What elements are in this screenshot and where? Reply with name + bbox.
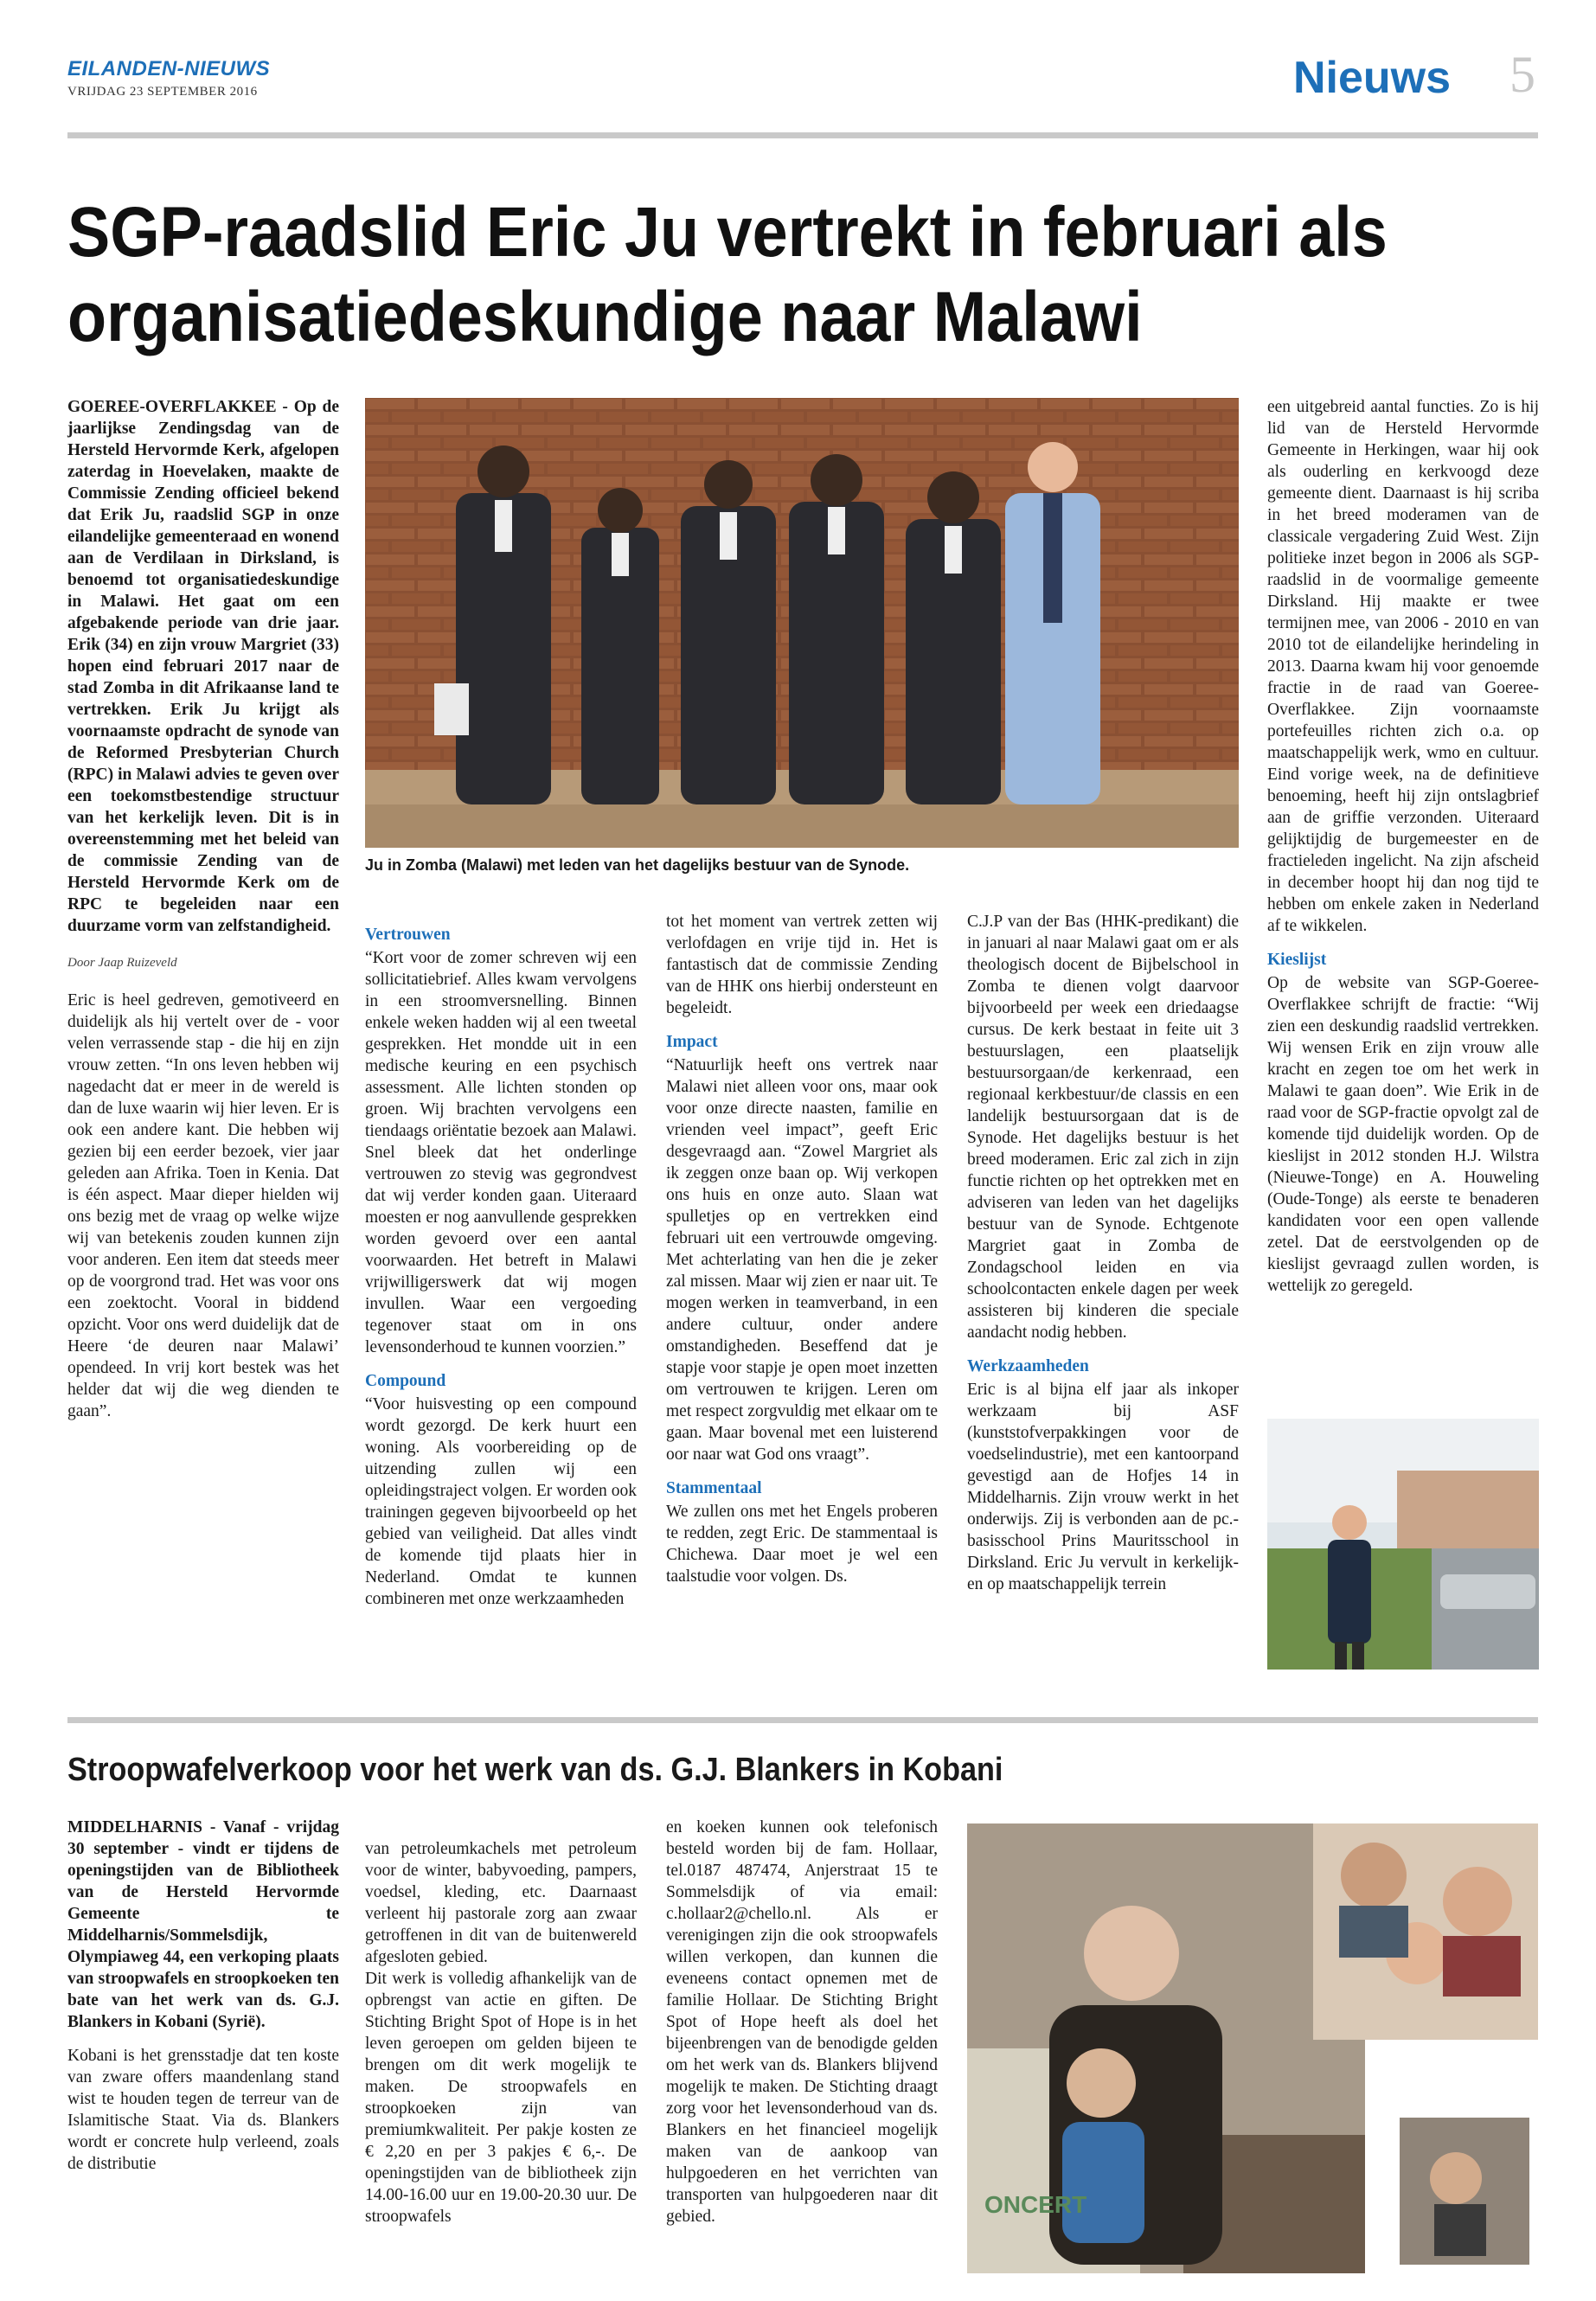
article-column-5 [1267,396,1539,1309]
article-body: We zullen ons met het Engels proberen te redden, zegt Eric. De stammentaal is Chichewa. Daar moet je wel een taalstudie voor volgen. Ds. [666,1503,938,1586]
article-body: “Natuurlijk heeft ons vertrek naar Malawi niet alleen voor ons, maar ook voor onze directe naasten, familie en vrienden veel impact”, geeft Eric desgevraagd aan. “Zowel Margriet als ik zeggen onze baan op. Wij verkopen ons huis en onze auto. Slaan wat spulletjes op en vertrekken eind februari uit een vertrouwde omgeving. Met achterlating van hen die je zeker zal missen. Maar wij zien er naar uit. Te mogen werken in teamverband, in een andere cultuur, onder andere omstandigheden. Beseffend dat je stapje voor stapje je open moet inzetten om vertrouwen te krijgen. Leren om met respect zorgvuldig met elkaar om te gaan. Maar bovenal met een luisterend oor naar wat God ons vraagt”. [666,1056,938,1464]
subheading-werkzaamheden: Werkzaamheden [967,1357,1089,1375]
article2-body: Kobani is het grensstadje dat ten koste van zware offers maandenlang stand wist te houden tegen de terreur van de Islamitische Staat. Via ds. Blankers wordt er concrete hulp verleend, zoals de distributie [67,2047,339,2173]
publication-date: VRIJDAG 23 SEPTEMBER 2016 [67,85,258,99]
article-body: Eric is al bijna elf jaar als inkoper werkzaam bij ASF (kunststofverpakkingen voor de voedselindustrie), met een kantoorpand gevestigd aan de Hofjes 14 in Middelharnis. Zijn vrouw werkt in het onderwijs. Zij is verbonden aan de pc.-basisschool Prins Mauritsschool in Dirksland. Eric Ju vervult in kerkelijk- en op maatschappelijk terrein [967,1381,1239,1593]
article-column-3 [666,911,938,1599]
article-body: een uitgebreid aantal functies. Zo is hij lid van de Hersteld Hervormde Gemeente in Herkingen, waar hij ook als ouderling en kerkvoogd deze gemeente dient. Daarnaast is hij scriba in het breed moderamen van de classicale vergadering Zuid West. Zijn politieke inzet begon in 2006 als SGP-raadslid in de voormalige gemeente Dirksland. Hij maakte er twee termijnen mee, van 2006 - 2010 en van 2010 tot de eilandelijke herindeling in 2013. Daarna kwam hij voor genoemde fractie in de raad van Goeree-Overflakkee. Zijn voornaamste portefeuilles richten zich o.a. op maatschappelijk werk, wmo en cultuur. Eind vorige week, na de definitieve benoeming, heeft hij zijn ontslagbrief aan de griffie verzonden. Uiteraard gelijktijdig de burgemeester en de fractieleden ingelicht. Na zijn afscheid in december hoopt hij dan nog tijd te hebben om enkele zaken in Nederland af te wikkelen. [1267,398,1539,935]
subheading-vertrouwen: Vertrouwen [365,926,451,944]
article-headline: SGP-raadslid Eric Ju vertrekt in februari als organisatiedeskundige naar Malawi [67,193,1388,356]
article-separator [67,1717,1538,1723]
article-column-2 [365,924,637,1622]
article2-lead: MIDDELHARNIS - Vanaf - vrijdag 30 september - vindt er tijdens de openingstijden van de Bibliotheek van de Hersteld Hervormde Gemeente te Middelharnis/Sommelsdijk, Olympiaweg 44, een verkoping plaats van stroopwafels en stroopkoeken ten bate van het werk van ds. G.J. Blankers in Kobani (Syrië). [67,1818,339,2031]
article2-headline: Stroopwafelverkoop voor het werk van ds. G.J. Blankers in Kobani [67,1752,1003,1788]
main-photo [365,398,1239,848]
photo-caption: Ju in Zomba (Malawi) met leden van het dagelijks bestuur van de Synode. [365,856,910,874]
article-column-1 [67,396,339,1434]
article2-body: en koeken kunnen ook telefonisch besteld worden bij de fam. Hollaar, tel.0187 487474, Anjerstraat 15 te Sommelsdijk of via email: c.hollaar2@chello.nl. Als er verenigingen zijn die ook stroopwafels willen verkopen, dan kunnen die eveneens contact opnemen met de familie Hollaar. De Stichting Bright Spot of Hope heeft als doel het bijeenbrengen van de benodigde gelden om het werk van ds. Blankers blijvend mogelijk te maken. De Stichting draagt zorg voor het levensonderhoud van ds. Blankers en het financieel mogelijk maken van de aankoop van hulpgoederen en het verrichten van transporten van hulpgoederen naar dit gebied. [666,1818,938,2226]
masthead-logo: EILANDEN-NIEUWS [67,57,271,80]
header-rule [67,132,1538,138]
article-body: “Kort voor de zomer schreven wij een sollicitatiebrief. Alles kwam vervolgens in een stroomversnelling. Binnen enkele weken hadden wij al een tweetal gesprekken. Het mondde uit in een medische keuring en een psychisch assessment. Alle lichten stonden op groen. Wij brachten vervolgens een tiendaags oriëntatie bezoek aan Malawi. Snel bleek dat het onderlinge vertrouwen zo stevig was gegrondvest dat wij verder konden gaan. Uiteraard moesten er nog aanvullende gesprekken worden gevoerd over een aantal voorwaarden. Het betreft in Malawi vrijwilligerswerk dat wij mogen invullen. Waar een vergoeding tegenover staat om in ons levensonderhoud te kunnen voorzien.” [365,949,637,1356]
subheading-kieslijst: Kieslijst [1267,951,1327,969]
article-body: C.J.P van der Bas (HHK-predikant) die in januari al naar Malawi gaat om er als theologisch docent de Bijbelschool in Zomba te dienen volgt daarvoor bijvoorbeeld per week een driedaagse cursus. De kerk bestaat in feite uit 3 bestuurslagen, een plaatselijk bestuursorgaan/de kerkenraad, een regionaal kerkbestuur/de classis en een landelijk bestuursorgaan dat is de Synode. Het dagelijks bestuur is het breed moderamen. Eric zal zich in zijn functie richten op het optrekken met en adviseren van leden van het dagelijks bestuur van de Synode. Echtgenote Margriet gaat in Zomba de Zondagschool leiden en via schoolcontacten enkele dagen per week assisteren bij kinderen die speciale aandacht nodig hebben. [967,913,1239,1342]
article-body: “Voor huisvesting op een compound wordt gezorgd. De kerk huurt een woning. Als voorbereiding op de uitzending zullen wij een opleidingstraject volgen. Er worden ook trainingen gegeven bijvoorbeeld op het gebied van veiligheid. Dat alles vindt de komende tijd plaats hier in Nederland. Omdat te kunnen combineren met onze werkzaamheden [365,1395,637,1608]
subheading-compound: Compound [365,1372,446,1390]
subheading-stammentaal: Stammentaal [666,1479,762,1497]
article-body: tot het moment van vertrek zetten wij verlofdagen en vrije tijd in. Het is fantastisch dat de commissie Zending van de HHK ons hierbij ondersteunt en begeleidt. [666,913,938,1017]
subheading-impact: Impact [666,1033,718,1051]
sign-text: ONCERT [984,2191,1087,2218]
page-number: 5 [1509,46,1535,103]
article2-column-2 [365,1817,637,2261]
kobani-photo [967,1823,1538,2273]
article-body: Op de website van SGP-Goeree-Overflakkee schrijft de fractie: “Wij zien een deskundig raadslid vertrekken. Wij wensen Erik en zijn vrouw alle kracht en zegen toe om het werk in Malawi te gaan doen”. Wie Erik in de raad voor de SGP-fractie opvolgt zal de komende tijd duidelijk worden. Op de kieslijst in 2012 stonden H.J. Wilstra (Nieuwe-Tonge) en A. Houweling (Oude-Tonge) als eerste te benaderen kandidaten voor een open vallende zetel. Dat de eerstvolgenden op de kieslijst gevraagd zullen worden, is wettelijk zo geregeld. [1267,974,1539,1295]
portrait-photo [1267,1419,1539,1670]
article2-body: van petroleumkachels met petroleum voor de winter, babyvoeding, pampers, voedsel, kleding, etc. Daarnaast verleent hij pastorale zorg aan zwaar getroffenen in dit van de buitenwereld afgesloten gebied. Dit werk is volledig afhankelijk van de opbrengst van actie en giften. De Stichting Bright Spot of Hope is in het leven geroepen om gelden bijeen te brengen om dit werk mogelijk te maken. De stroopwafels en stroopkoeken zijn van premiumkwaliteit. Per pakje kosten ze € 2,20 en per 3 pakjes € 6,-. De openingstijden van de bibliotheek zijn 14.00-16.00 uur en 19.00-20.30 uur. De stroopwafels [365,1840,637,2226]
article-column-4 [967,911,1239,1607]
byline: Door Jaap Ruizeveld [67,956,177,970]
article2-column-1 [67,1817,339,2187]
article-body: Eric is heel gedreven, gemotiveerd en duidelijk als hij vertelt over de - voor velen verrassende stap - die hij en zijn vrouw zetten. “In ons leven hebben wij nagedacht dat er meer in de wereld is dan de luxe waarin wij hier leven. Er is ook een andere kant. Die hebben wij gezien bij een eerder bezoek, vier jaar geleden aan Afrika. Toen in Kenia. Dat is één aspect. Maar dieper hielden wij ons bezig met de vraag op welke wijze wij van betekenis zouden kunnen zijn voor anderen. Een item dat steeds meer op de voorgrond trad. Het was voor ons een zoektocht. Vooral in biddend opzicht. Voor ons werd duidelijk dat de Heere ‘de deuren naar Malawi’ opendeed. In vrij kort bestek was het helder dat wij die weg dienden te gaan”. [67,991,339,1420]
article-lead: GOEREE-OVERFLAKKEE - Op de jaarlijkse Zendingsdag van de Hersteld Hervormde Kerk, afgelopen zaterdag in Hoevelaken, maakte de Commissie Zending officieel bekend dat Erik Ju, raadslid SGP in onze eilandelijke gemeenteraad en wonend aan de Verdilaan in Dirksland, is benoemd tot organisatiedeskundige in Malawi. Het gaat om een afgebakende periode van drie jaar. Erik (34) en zijn vrouw Margriet (33) hopen eind februari 2017 naar de stad Zomba in dit Afrikaanse land te vertrekken. Erik Ju krijgt als voornaamste opdracht de synode van de Reformed Presbyterian Church (RPC) in Malawi advies te geven over een toekomstbestendige structuur van het kerkelijk leven. Dit is in overeenstemming met het beleid van de commissie Zending van de Hersteld Hervormde Kerk om de RPC te begeleiden naar een duurzame vorm van zelfstandigheid. [67,398,339,935]
article2-column-3 [666,1817,938,2240]
section-title: Nieuws [1293,53,1452,103]
